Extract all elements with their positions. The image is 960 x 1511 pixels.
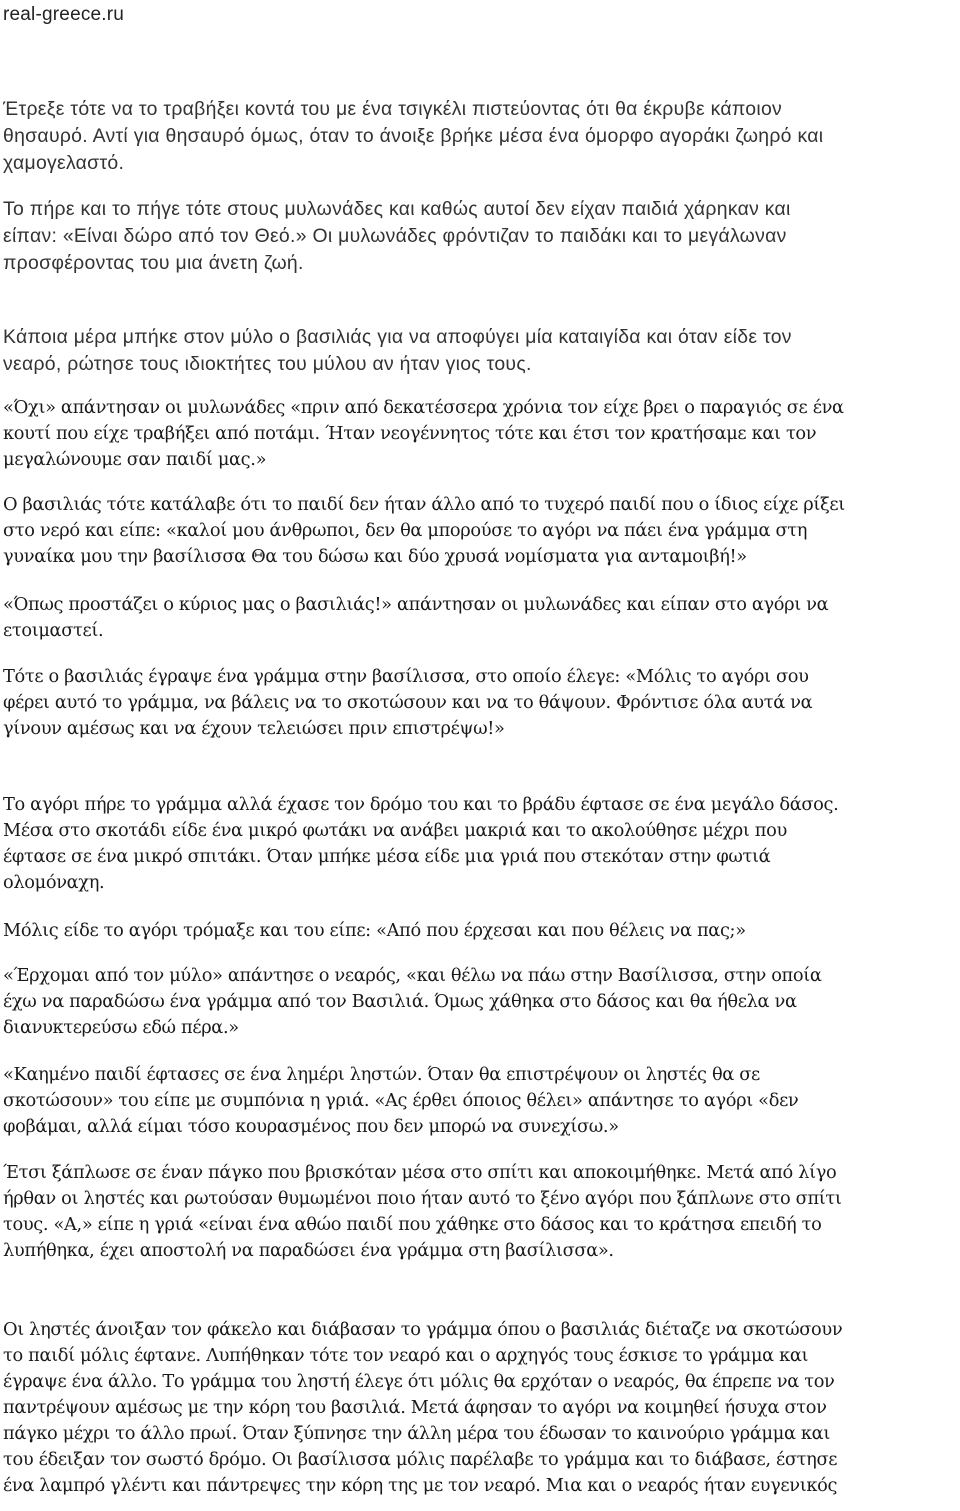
paragraph-5: Ο βασιλιάς τότε κατάλαβε ότι το παιδί δεν ήταν άλλο από το τυχερό παιδί που ο ίδιος είχε ρίξει στο νερό και είπε: «καλοί μου άνθρωποι, δεν θα μπορούσε το αγόρι να πάει ένα γράμμα στη γυναίκα μου την βασίλισσα Θα του δώσω και δύο χρυσά νομίσματα για ανταμοιβή!» (3, 494, 845, 567)
paragraph-9: Μόλις είδε το αγόρι τρόμαξε και του είπε: «Από που έρχεσαι και που θέλεις να πας;» (3, 920, 746, 941)
paragraph-4: «Όχι» απάντησαν οι μυλωνάδες «πριν από δεκατέσσερα χρόνια τον είχε βρει ο παραγιός σε ένα κουτί που είχε τραβήξει από ποτάμι. Ήταν νεογέννητος τότε και έτσι τον κρατήσαμε και τον μεγαλώνουμε σαν παιδί μας.» (3, 397, 844, 470)
paragraph-7: Τότε ο βασιλιάς έγραψε ένα γράμμα στην βασίλισσα, στο οποίο έλεγε: «Μόλις το αγόρι σου φέρει αυτό το γράμμα, να βάλεις να το σκοτώσουν και να το θάψουν. Φρόντισε όλα αυτά να γίνουν αμέσως και να έχουν τελειώσει πριν επιστρέψω!» (3, 666, 813, 739)
paragraph-1: Έτρεξε τότε να το τραβήξει κοντά του με ένα τσιγκέλι πιστεύοντας ότι θα έκρυβε κάποιον θησαυρό. Αντί για θησαυρό όμως, όταν το άνοιξε βρήκε μέσα ένα όμορφο αγοράκι ζωηρό και χαμογελαστό. (3, 98, 824, 174)
paragraph-6: «Όπως προστάζει ο κύριος μας ο βασιλιάς!» απάντησαν οι μυλωνάδες και είπαν στο αγόρι να ετοιμαστεί. (3, 594, 829, 641)
paragraph-13: Οι ληστές άνοιξαν τον φάκελο και διάβασαν το γράμμα όπου ο βασιλιάς διέταζε να σκοτώσουν το παιδί μόλις έφτανε. Λυπήθηκαν τότε τον νεαρό και ο αρχηγός τους έσκισε το γράμμα και έγραψε ένα άλλο. Το γράμμα του ληστή έλεγε ότι μόλις θα ερχόταν ο νεαρός, θα έπρεπε να τον παντρέψουν αμέσως με την κόρη του βασιλιά. Μετά άφησαν το αγόρι να κοιμηθεί ήσυχα στον πάγκο μέχρι το άλλο πρωί. Όταν ξύπνησε την άλλη μέρα του έδωσαν το καινούριο γράμμα και του έδειξαν τον σωστό δρόμο. Οι βασίλισσα μόλις παρέλαβε το γράμμα και το διάβασε, έστησε ένα λαμπρό γλέντι και πάντρεψες την κόρη της με τον νεαρό. Μια και ο νεαρός ήταν ευγενικός (3, 1319, 843, 1496)
site-header: real-greece.ru (3, 4, 125, 25)
paragraph-8: Το αγόρι πήρε το γράμμα αλλά έχασε τον δρόμο του και το βράδυ έφτασε σε ένα μεγάλο δάσος. Μέσα στο σκοτάδι είδε ένα μικρό φωτάκι να ανάβει μακριά και το ακολούθησε μέχρι που έφτασε σε ένα μικρό σπιτάκι. Όταν μπήκε μέσα είδε μια γριά που στεκόταν στην φωτιά ολομόναχη. (3, 794, 839, 893)
paragraph-11: «Καημένο παιδί έφτασες σε ένα λημέρι ληστών. Όταν θα επιστρέψουν οι ληστές θα σε σκοτώσουν» του είπε με συμπόνια η γριά. «Ας έρθει όποιος θέλει» απάντησε το αγόρι «δεν φοβάμαι, αλλά είμαι τόσο κουρασμένος που δεν μπορώ να συνεχίσω.» (3, 1064, 799, 1137)
paragraph-3: Κάποια μέρα μπήκε στον μύλο ο βασιλιάς για να αποφύγει μία καταιγίδα και όταν είδε τον νεαρό, ρώτησε τους ιδιοκτήτες του μύλου αν ήταν γιος τους. (3, 326, 792, 375)
paragraph-12: Έτσι ξάπλωσε σε έναν πάγκο που βρισκόταν μέσα στο σπίτι και αποκοιμήθηκε. Μετά από λίγο ήρθαν οι ληστές και ρωτούσαν θυμωμένοι ποιο ήταν αυτό το ξένο αγόρι που ξάπλωνε στο σπίτι τους. «Α,» είπε η γριά «είναι ένα αθώο παιδί που χάθηκε στο δάσος και το κράτησα επειδή το λυπήθηκα, έχει αποστολή να παραδώσει ένα γράμμα στη βασίλισσα». (3, 1162, 842, 1261)
paragraph-2: Το πήρε και το πήγε τότε στους μυλωνάδες και καθώς αυτοί δεν είχαν παιδιά χάρηκαν και είπαν: «Είναι δώρο από τον Θεό.» Οι μυλωνάδες φρόντιζαν το παιδάκι και το μεγάλωναν προσφέροντας του μια άνετη ζωή. (3, 198, 791, 274)
paragraph-10: «Έρχομαι από τον μύλο» απάντησε ο νεαρός, «και θέλω να πάω στην Βασίλισσα, στην οποία έχω να παραδώσω ένα γράμμα από τον Βασιλιά. Όμως χάθηκα στο δάσος και θα ήθελα να διανυκτερεύσω εδώ πέρα.» (3, 965, 822, 1038)
